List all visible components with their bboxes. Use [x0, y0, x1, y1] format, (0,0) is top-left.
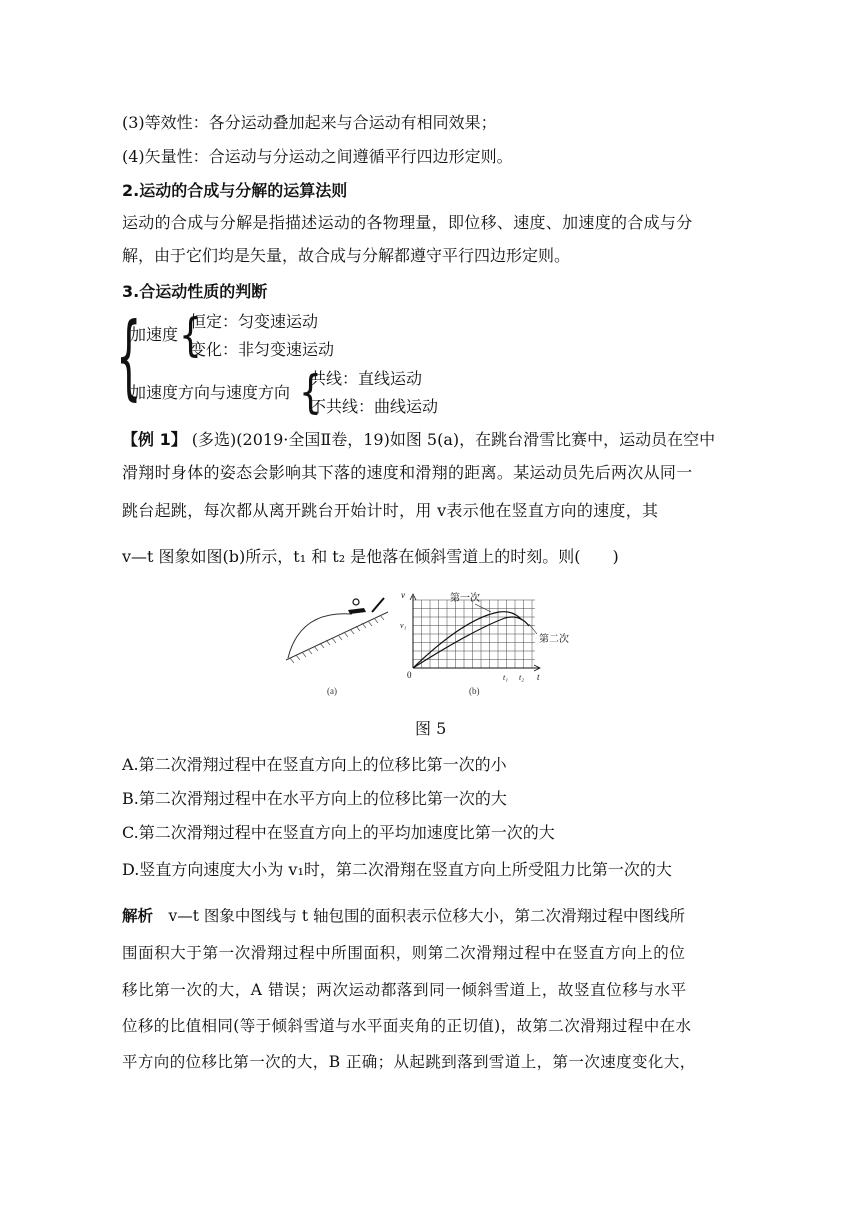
v1-label: v₁: [400, 621, 407, 630]
figure-title: 图 5: [415, 719, 447, 738]
chart-grid: [413, 600, 535, 668]
outer-brace: {: [116, 305, 142, 411]
section-2-body-1: 运动的合成与分解是指描述运动的各物理量，即位移、速度、加速度的合成与分: [122, 213, 693, 232]
analysis-line-1: [122, 906, 685, 926]
leader-first: [475, 604, 491, 612]
slope-hatching: [290, 615, 384, 663]
acc-brace: {: [179, 310, 202, 362]
dir-noncollinear: 不共线：曲线运动: [310, 397, 439, 416]
slope-line: [286, 612, 388, 660]
figure-b-vt-chart: [395, 588, 595, 700]
option-c: C.第二次滑翔过程中在竖直方向上的平均加速度比第一次的大: [122, 823, 555, 842]
analysis-text-1: v—t 图象中图线与 t 轴包围的面积表示位移大小，第二次滑翔过程中图线所: [153, 907, 686, 925]
t1-label: t₁: [503, 673, 509, 682]
analysis-label: 解析: [122, 907, 154, 925]
acc-changing: 变化：非匀变速运动: [190, 340, 335, 359]
analysis-line-4: 位移的比值相同(等于倾斜雪道与水平面夹角的正切值)，故第二次滑翔过程中在水: [122, 1017, 692, 1035]
dir-collinear: 共线：直线运动: [310, 369, 423, 388]
acc-constant: 恒定：匀变速运动: [190, 312, 319, 331]
dir-label: 加速度方向与速度方向: [130, 383, 291, 402]
example-line-2: 滑翔时身体的姿态会影响其下落的速度和滑翔的距离。某运动员先后两次从同一: [122, 463, 693, 482]
point-3: (3)等效性：各分运动叠加起来与合运动有相同效果；: [122, 113, 497, 132]
caption-b: (b): [469, 686, 480, 696]
example-line-1: [122, 430, 715, 450]
example-intro: (多选)(2019·全国Ⅱ卷，19)如图 5(a)，在跳台滑雪比赛中，运动员在空中: [186, 430, 716, 449]
point-4: (4)矢量性：合运动与分运动之间遵循平行四边形定则。: [122, 147, 513, 166]
section-3-heading: 3.合运动性质的判断: [122, 282, 268, 301]
example-line-3: 跳台起跳，每次都从离开跳台开始计时，用 v表示他在竖直方向的速度，其: [122, 501, 659, 520]
section-2-body-2: 解，由于它们均是矢量，故合成与分解都遵守平行四边形定则。: [122, 246, 571, 265]
option-d: D.竖直方向速度大小为 v₁时，第二次滑翔在竖直方向上所受阻力比第一次的大: [122, 860, 672, 879]
analysis-line-2: 围面积大于第一次滑翔过程中所围面积，则第二次滑翔过程中在竖直方向上的位: [122, 944, 686, 962]
analysis-line-3: 移比第一次的大，A 错误；两次运动都落到同一倾斜雪道上，故竖直位移与水平: [122, 981, 687, 999]
v-axis-label: v: [401, 590, 405, 600]
example-line-4: v—t 图象如图(b)所示，t₁ 和 t₂ 是他落在倾斜雪道上的时刻。则( ): [122, 547, 619, 566]
example-tag: 【例 1】: [122, 430, 187, 449]
option-b: B.第二次滑翔过程中在水平方向上的位移比第一次的大: [122, 789, 507, 808]
t-axis-label: t: [537, 672, 540, 682]
skier-icon: [348, 598, 384, 614]
caption-a: (a): [327, 686, 337, 696]
t2-label: t₂: [519, 673, 525, 682]
acc-label: 加速度: [130, 325, 179, 344]
origin-label: 0: [407, 670, 412, 680]
trajectory-arc: [288, 614, 352, 658]
option-a: A.第二次滑翔过程中在竖直方向上的位移比第一次的小: [122, 755, 507, 774]
analysis-line-5: 平方向的位移比第一次的大，B 正确；从起跳到落到雪道上，第一次速度变化大，: [122, 1053, 696, 1071]
label-second: 第二次: [539, 634, 569, 645]
figure-a: [280, 590, 400, 700]
section-2-heading: 2.运动的合成与分解的运算法则: [122, 181, 348, 200]
label-first: 第一次: [450, 593, 480, 604]
dir-brace: {: [299, 367, 322, 419]
